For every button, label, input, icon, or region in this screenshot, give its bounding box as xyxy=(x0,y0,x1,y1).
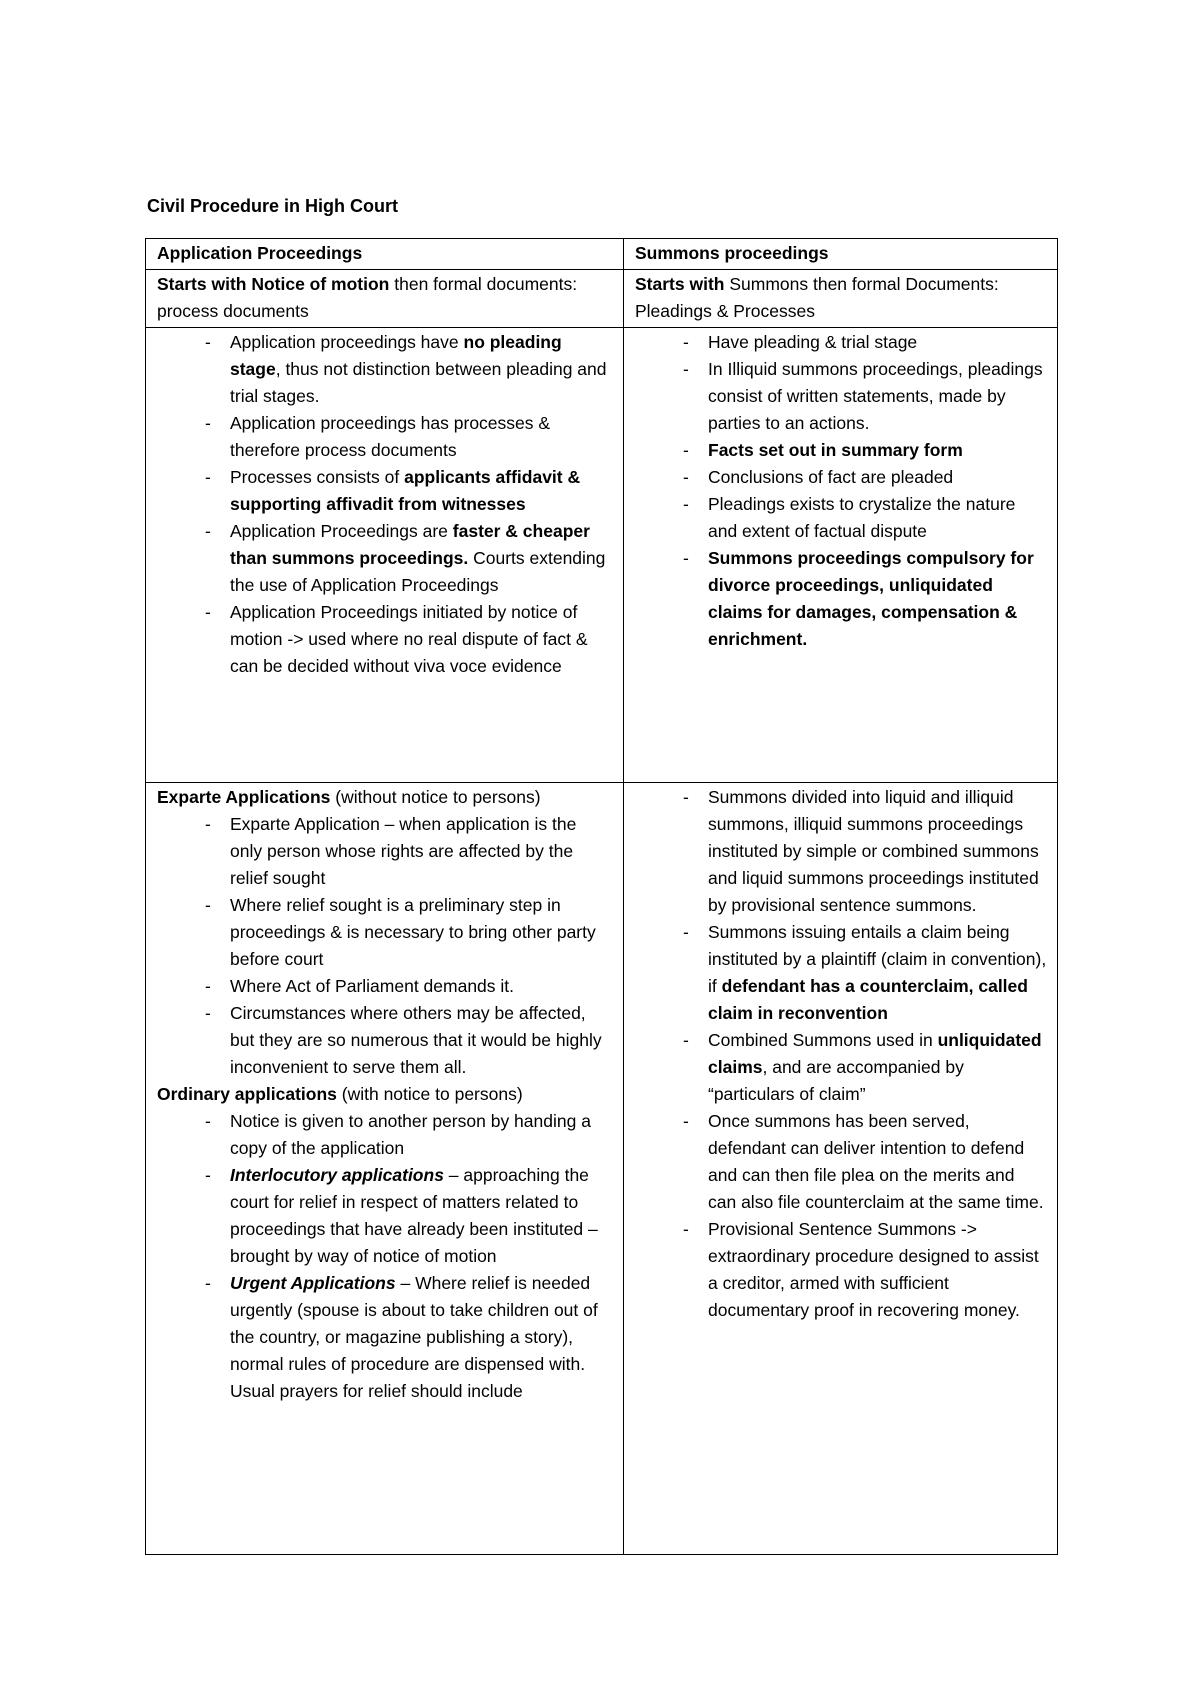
list-item xyxy=(157,518,613,599)
text-run: Where relief sought is a preliminary step in proceedings & is necessary to bring other party before court xyxy=(230,895,596,969)
list-item xyxy=(635,329,1047,356)
header-summons-proceedings: Summons proceedings xyxy=(624,239,1058,270)
table-row xyxy=(146,783,1058,1555)
list-item xyxy=(157,329,613,410)
list-item xyxy=(157,811,613,892)
text-run: Exparte Application – when application is the only person whose rights are affected by the relief sought xyxy=(230,814,577,888)
text-run: Exparte Applications xyxy=(157,787,331,807)
intro-application xyxy=(146,270,624,328)
comparison-table xyxy=(145,238,1058,1555)
exparte-applications-list xyxy=(157,811,613,1081)
ordinary-applications-list xyxy=(157,1108,613,1405)
text-run: Summons divided into liquid and illiquid summons, illiquid summons proceedings instituted by simple or combined summons and liquid summons proceedings instituted by provisional sentence summons. xyxy=(708,787,1039,915)
intro-summons xyxy=(624,270,1058,328)
text-run: (with notice to persons) xyxy=(336,1084,523,1104)
header-application-proceedings: Application Proceedings xyxy=(146,239,624,270)
text-run: Summons then formal Documents: Pleadings & Processes xyxy=(635,274,999,321)
list-item xyxy=(635,1027,1047,1108)
list-item xyxy=(157,1108,613,1162)
list-item xyxy=(157,410,613,464)
text-run: – approaching the court for relief in respect of matters related to proceedings that have already been instituted – brought by way of notice of motion xyxy=(230,1165,598,1266)
list-item xyxy=(157,892,613,973)
list-item xyxy=(635,545,1047,653)
text-run: Facts set out in summary form xyxy=(708,440,963,460)
text-run: defendant has a counterclaim, called claim in reconvention xyxy=(708,976,1028,1023)
text-run: Courts extending the use of Application Proceedings xyxy=(230,548,606,595)
text-run: Where Act of Parliament demands it. xyxy=(230,976,515,996)
text-run: Application proceedings have xyxy=(230,332,464,352)
application-points-cell xyxy=(146,328,624,783)
text-run: Application proceedings has processes & therefore process documents xyxy=(230,413,551,460)
text-run: Notice is given to another person by handing a copy of the application xyxy=(230,1111,591,1158)
summons-points-cell xyxy=(624,328,1058,783)
list-item xyxy=(635,491,1047,545)
text-run: Combined Summons used in xyxy=(708,1030,938,1050)
text-run: , thus not distinction between pleading and trial stages. xyxy=(230,359,607,406)
list-item xyxy=(635,356,1047,437)
table-row xyxy=(146,328,1058,783)
summons-points-list xyxy=(635,329,1047,653)
text-run: Starts with xyxy=(635,274,725,294)
list-item xyxy=(157,973,613,1000)
list-item xyxy=(635,784,1047,919)
text-run: then formal documents: process documents xyxy=(157,274,578,321)
text-run: Application Proceedings initiated by notice of motion -> used where no real dispute of fact & can be decided without viva voce evidence xyxy=(230,602,588,676)
text-run: unliquidated claims xyxy=(708,1030,1042,1077)
exparte-applications-heading xyxy=(157,784,613,811)
text-run: no pleading stage xyxy=(230,332,562,379)
list-item xyxy=(635,919,1047,1027)
text-run: (without notice to persons) xyxy=(330,787,541,807)
list-item xyxy=(635,437,1047,464)
ordinary-applications-heading xyxy=(157,1081,613,1108)
text-run: Pleadings exists to crystalize the nature and extent of factual dispute xyxy=(708,494,1016,541)
table-header-row xyxy=(146,239,1058,270)
summons-types-list xyxy=(635,784,1047,1324)
list-item xyxy=(635,1108,1047,1216)
table-intro-row xyxy=(146,270,1058,328)
text-run: applicants affidavit & supporting affivadit from witnesses xyxy=(230,467,581,514)
text-run: Application Proceedings are xyxy=(230,521,453,541)
text-run: Provisional Sentence Summons -> extraordinary procedure designed to assist a creditor, armed with sufficient documentary proof in recovering money. xyxy=(708,1219,1039,1320)
list-item xyxy=(157,599,613,680)
list-item xyxy=(157,1000,613,1081)
list-item xyxy=(635,464,1047,491)
text-run: Have pleading & trial stage xyxy=(708,332,918,352)
text-run: Once summons has been served, defendant can deliver intention to defend and can then file plea on the merits and can also file counterclaim at the same time. xyxy=(708,1111,1044,1212)
text-run: Interlocutory applications xyxy=(230,1165,444,1185)
text-run: Starts with Notice of motion xyxy=(157,274,390,294)
list-item xyxy=(157,1270,613,1405)
text-run: , and are accompanied by “particulars of claim” xyxy=(708,1057,964,1104)
page-title: Civil Procedure in High Court xyxy=(147,196,399,216)
text-run: Summons proceedings compulsory for divorce proceedings, unliquidated claims for damages, compensation & enrichment. xyxy=(708,548,1034,649)
text-run: faster & cheaper than summons proceedings. xyxy=(230,521,590,568)
list-item xyxy=(635,1216,1047,1324)
text-run: Summons issuing entails a claim being instituted by a plaintiff (claim in convention), if xyxy=(708,922,1047,996)
text-run: – Where relief is needed urgently (spouse is about to take children out of the country, or magazine publishing a story), normal rules of procedure are dispensed with. Usual prayers for relief should include xyxy=(230,1273,598,1401)
list-item xyxy=(157,464,613,518)
application-points-list xyxy=(157,329,613,680)
summons-types-cell xyxy=(624,783,1058,1555)
text-run: Ordinary applications xyxy=(157,1084,337,1104)
application-types-cell xyxy=(146,783,624,1555)
text-run: Conclusions of fact are pleaded xyxy=(708,467,954,487)
text-run: In Illiquid summons proceedings, pleadings consist of written statements, made by parties to an actions. xyxy=(708,359,1043,433)
list-item xyxy=(157,1162,613,1270)
text-run: Circumstances where others may be affected, but they are so numerous that it would be highly inconvenient to serve them all. xyxy=(230,1003,602,1077)
text-run: Urgent Applications xyxy=(230,1273,396,1293)
text-run: Processes consists of xyxy=(230,467,405,487)
